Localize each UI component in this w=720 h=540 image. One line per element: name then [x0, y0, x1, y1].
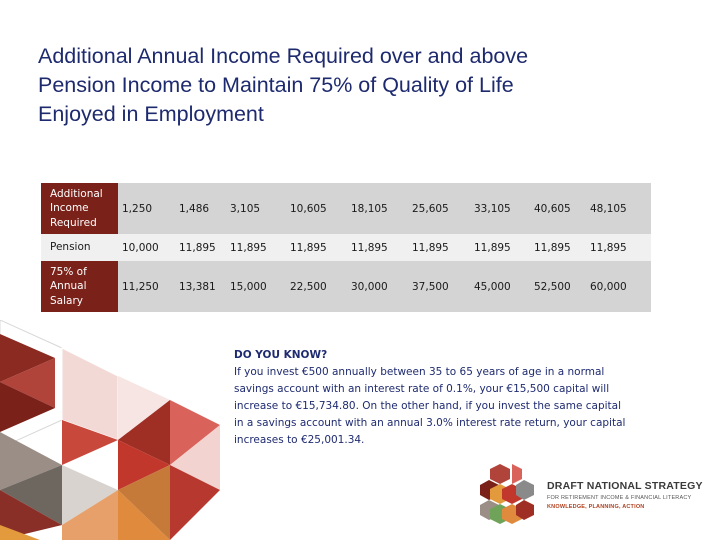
table-cell: 11,895 — [534, 241, 571, 254]
note-heading: DO YOU KNOW? — [234, 349, 328, 361]
note-line: savings account with an interest rate of 0.1%, your €15,500 capital will — [234, 383, 610, 395]
slide-title — [38, 42, 658, 129]
table-cell: 11,895 — [590, 241, 627, 254]
logo-hex — [512, 464, 522, 484]
row-header — [41, 261, 118, 312]
row-header-line: Income — [50, 202, 89, 215]
table-row-pension — [41, 234, 651, 261]
table-cell: 45,000 — [474, 280, 511, 293]
title-line: Enjoyed in Employment — [38, 102, 264, 126]
row-header-line: Additional — [50, 187, 103, 200]
table-cell: 11,250 — [122, 280, 159, 293]
table-cell: 37,500 — [412, 280, 449, 293]
note-line: in a savings account with an annual 3.0% interest rate return, your capital — [234, 417, 626, 429]
table-cell: 40,605 — [534, 202, 571, 215]
row-header-line: Pension — [50, 241, 91, 254]
income-table — [41, 183, 651, 312]
table-cell: 25,605 — [412, 202, 449, 215]
table-cell: 18,105 — [351, 202, 388, 215]
table-cell: 1,250 — [122, 202, 153, 215]
row-header — [41, 234, 118, 261]
row-header-line: Required — [50, 216, 97, 229]
table-cell: 13,381 — [179, 280, 216, 293]
table-cell: 10,000 — [122, 241, 159, 254]
table-cell: 11,895 — [290, 241, 327, 254]
note-line: increase to €15,734.80. On the other hand, if you invest the same capital — [234, 400, 621, 412]
table-cell: 30,000 — [351, 280, 388, 293]
did-you-know-note — [234, 347, 664, 449]
title-line: Additional Annual Income Required over and above — [38, 44, 529, 68]
row-header-line: Salary — [50, 294, 83, 307]
note-line: If you invest €500 annually between 35 to 65 years of age in a normal — [234, 366, 605, 378]
brand-title: DRAFT NATIONAL STRATEGY — [547, 480, 703, 492]
table-cell: 33,105 — [474, 202, 511, 215]
hexagon-pattern-decoration — [0, 320, 230, 540]
note-line: increases to €25,001.34. — [234, 434, 365, 446]
table-cell: 11,895 — [179, 241, 216, 254]
table-row-additional-income — [41, 183, 651, 234]
row-header-line: Annual — [50, 280, 87, 293]
table-row-annual-salary — [41, 261, 651, 312]
brand-subtitle: FOR RETIREMENT INCOME & FINANCIAL LITERACY — [547, 495, 692, 501]
row-header — [41, 183, 118, 234]
title-line: Pension Income to Maintain 75% of Quality of Life — [38, 73, 514, 97]
row-header-line: 75% of — [50, 265, 87, 278]
strategy-brand-text — [547, 480, 703, 510]
table-cell: 11,895 — [351, 241, 388, 254]
table-cell: 48,105 — [590, 202, 627, 215]
table-cell: 52,500 — [534, 280, 571, 293]
table-cell: 15,000 — [230, 280, 267, 293]
table-cell: 60,000 — [590, 280, 627, 293]
table-cell: 22,500 — [290, 280, 327, 293]
table-cell: 11,895 — [412, 241, 449, 254]
strategy-logo-icon — [480, 462, 542, 526]
table-cell: 11,895 — [230, 241, 267, 254]
logo-hex — [490, 464, 510, 484]
table-cell: 3,105 — [230, 202, 261, 215]
brand-tagline: KNOWLEDGE, PLANNING, ACTION — [547, 504, 645, 510]
table-cell: 10,605 — [290, 202, 327, 215]
table-cell: 1,486 — [179, 202, 210, 215]
table-cell: 11,895 — [474, 241, 511, 254]
